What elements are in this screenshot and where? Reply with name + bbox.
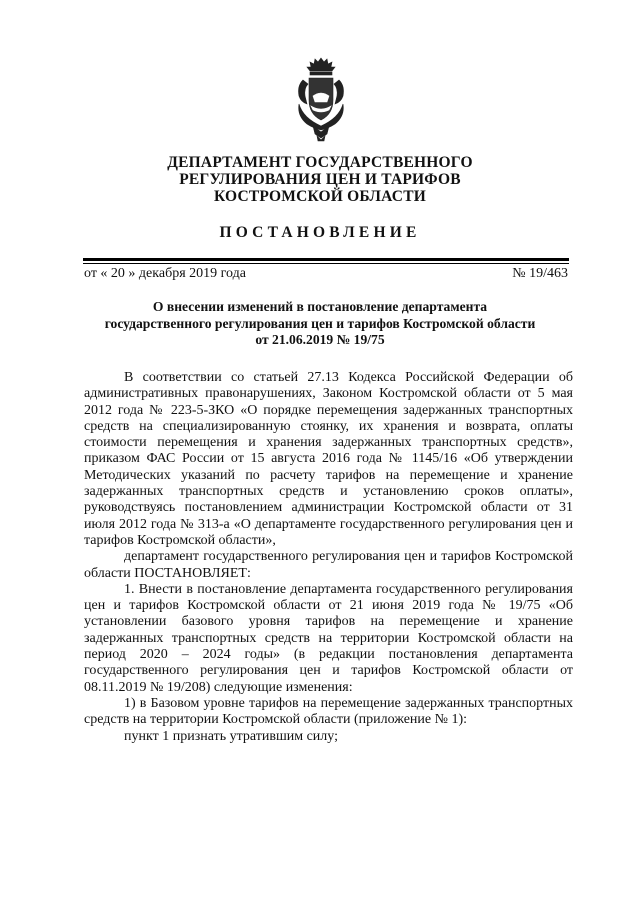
document-body: [84, 370, 573, 745]
divider-thick: [83, 258, 569, 261]
paragraph-subitem-1: 1) в Базовом уровне тарифов на перемещение задержанных транспортных средств на территории Костромской области (приложение № 1):: [84, 695, 573, 728]
document-type: ПОСТАНОВЛЕНИЕ: [219, 224, 421, 241]
title-line: государственного регулирования цен и тарифов Костромской области: [104, 315, 536, 331]
document-number: № 19/463: [512, 266, 568, 281]
divider-thin: [83, 263, 569, 264]
coat-of-arms-icon: [293, 56, 349, 142]
document-title: [70, 299, 570, 349]
header-line: КОСТРОМСКОЙ ОБЛАСТИ: [213, 188, 426, 205]
paragraph-resolves: департамент государственного регулирования цен и тарифов Костромской области ПОСТАНОВЛЯЕТ:: [84, 549, 573, 581]
title-line: О внесении изменений в постановление департамента: [152, 299, 488, 314]
paragraph-preamble: В соответствии со статьей 27.13 Кодекса Российской Федерации об административных правонарушениях, Законом Костромской области от 5 мая 2012 года № 223-5-ЗКО «О порядке перемещения задержанных транспортных средств на специализированную стоянку, их хранения и возврата, оплаты стоимости перемещения и хранения задержанных транспортных средств», приказом ФАС России от 15 августа 2016 года № 1145/16 «Об утверждении Методических указаний по расчету тарифов на перемещение и хранение задержанных транспортных средств и установлению сроков оплаты», руководствуясь постановлением администрации Костромской области от 31 июля 2012 года № 313-а «О департаменте государственного регулирования цен и тарифов Костромской области»,: [84, 370, 573, 548]
document-date: от « 20 » декабря 2019 года: [84, 266, 246, 281]
title-line: от 21.06.2019 № 19/75: [255, 332, 385, 348]
paragraph-point-1: пункт 1 признать утратившим силу;: [124, 728, 338, 744]
header-line: ДЕПАРТАМЕНТ ГОСУДАРСТВЕННОГО: [167, 154, 473, 171]
department-header: [0, 154, 640, 205]
header-line: РЕГУЛИРОВАНИЯ ЦЕН И ТАРИФОВ: [179, 171, 461, 188]
paragraph-item-1: 1. Внести в постановление департамента государственного регулирования цен и тарифов Костромской области от 21 июня 2019 года № 19/75 «Об установлении базового уровня тарифов на перемещение и хранение задержанных транспортных средств на территории Костромской области на период 2020 – 2024 годы» (в редакции постановления департамента государственного регулирования цен и тарифов Костромской области от 08.11.2019 № 19/208) следующие изменения:: [84, 581, 573, 695]
